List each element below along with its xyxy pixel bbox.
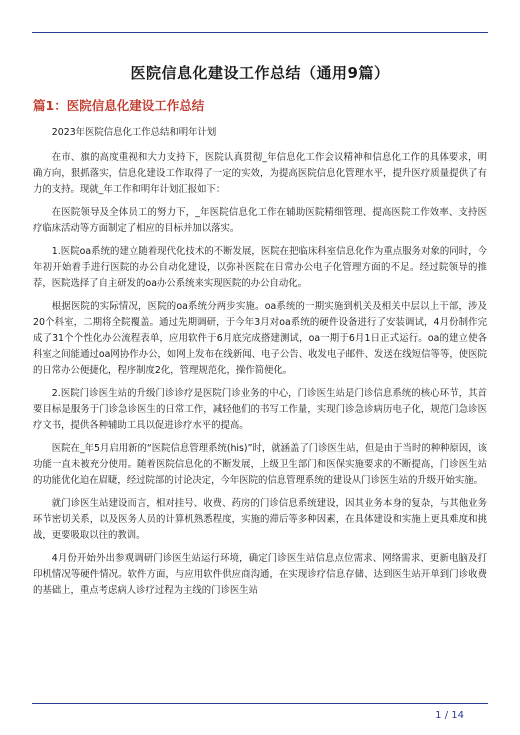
paragraph: 4月份开始外出参观调研门诊医生站运行环境，确定门诊医生站信息点位需求、网络需求、更新电脑及打印机情况等硬件情况。软件方面，与应用软件供应商沟通，在实现诊疗信息存储、达到医生站开单到门诊收费的基础上，重点考虑病人诊疗过程为主线的门诊医生站 — [33, 553, 487, 596]
paragraph: 2.医院门诊医生站的升级门诊诊疗是医院门诊业务的中心，门诊医生站是门诊信息系统的核心环节，其首要目标是服务于门诊急诊医生的日常工作，减轻他们的书写工作量，实现门诊急诊病历电子化，规范门急诊医疗文书，提供各种辅助工具以促进诊疗水平的提高。 — [33, 388, 487, 431]
document-title: 医院信息化建设工作总结（通用9篇） — [130, 64, 390, 82]
page-number: 1 / 14 — [435, 710, 464, 721]
section-heading: 篇1：医院信息化建设工作总结 — [33, 98, 205, 113]
paragraph-subtitle: 2023年医院信息化工作总结和明年计划 — [51, 127, 217, 138]
paragraph: 医院在_年5月启用新的“医院信息管理系统(his)”时，就涵盖了门诊医生站，但是由于当时的种种原因，该功能一直未被充分使用。随着医院信息化的不断发展，上级卫生部门和医保实施要求的不断提高，门诊医生站的功能优化迫在眉睫，经过院部的讨论决定，今年医院的信息管理系统的建设从门诊医生站的升级开始实施。 — [33, 443, 487, 486]
paragraph: 在医院领导及全体员工的努力下，_年医院信息化工作在辅助医院精细管理、提高医院工作效率、支持医疗临床活动等方面制定了相应的目标并加以落实。 — [33, 207, 487, 234]
paragraph: 1.医院oa系统的建立随着现代化技术的不断发展，医院在把临床科室信息化作为重点服务对象的同时，今年初开始着手进行医院的办公自动化建设，以弥补医院在日常办公电子化管理方面的不足。经过院领导的推荐，医院选择了自主研发的oa办公系统来实现医院的办公自动化。 — [33, 246, 487, 289]
footer-rule — [32, 703, 488, 704]
paragraph: 在市、旗的高度重视和大力支持下，医院认真贯彻_年信息化工作会议精神和信息化工作的具体要求，明确方向，狠抓落实，信息化建设工作取得了一定的实效，为提高医院信息化管理水平，提升医疗质量提供了有力的支持。现就_年工作和明年计划汇报如下： — [33, 152, 487, 195]
paragraph: 根据医院的实际情况，医院的oa系统分两步实施。oa系统的一期实施到机关及相关中层以上干部，涉及20个科室，二期将全院覆盖。通过先期调研，于今年3月对oa系统的硬件设备进行了安装调试，4月份制作完成了31个个性化办公流程表单，应用软件于6月底完成搭建测试，oa一期于6月1日正式运行。oa的建立使各科室之间能通过oa网协作办公，如网上发布在线新闻、电子公告、收发电子邮件、发送在线短信等等，使医院的日常办公便捷化，程序制度2化，管理规范化，操作简便化。 — [33, 301, 487, 376]
header-rule — [32, 32, 488, 33]
paragraph: 就门诊医生站建设而言，相对挂号、收费、药房的门诊信息系统建设，因其业务本身的复杂，与其他业务环节密切关系，以及医务人员的计算机熟悉程度，实施的滞后等多种因素，在具体建设和实施上更具难度和挑战，更要吸取以往的教训。 — [33, 498, 487, 541]
document-body — [33, 125, 487, 606]
